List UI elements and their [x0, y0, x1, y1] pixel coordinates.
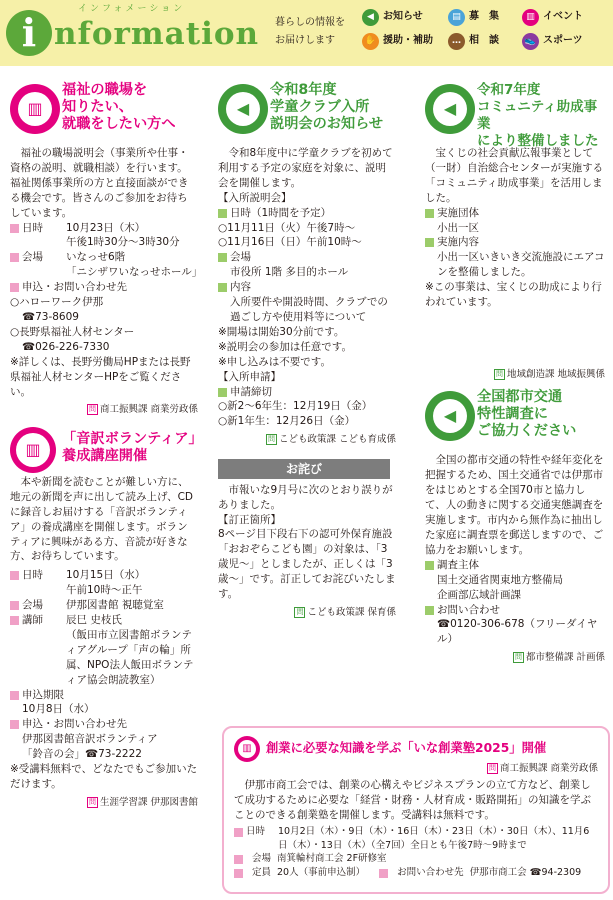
article-body: 令和8年度中に学童クラブを初めて利用する予定の家庭を対象に、説明会を開催します。	[218, 147, 393, 189]
header-banner	[0, 0, 613, 66]
startup-school-box: ▥ 創業に必要な知識を学ぶ「いな創業塾2025」開催 問 商工振興課 商業労政係 伊那市商工会では、創業の心構えやビジネスプランの立て方など、創業して成功するために必要な「経営・財務・人材育成・販路開拓」の知識を学ぶことのできる創業塾を開催します。受講料は無料です。 日時 10月2日（木）・9日（木）・16日（木）・23日（木）・30日（木）、11月6日（木）・13日（木）（全7回）全日とも午後7時～9時まで 会場 南箕輪村商工会 2F研修室 定員 20人（事前申込制） お問い合わせ先 伊那市商工会 ☎94-2309	[222, 726, 610, 894]
piano-icon: ▥	[10, 427, 56, 473]
article-body: 全国の都市交通の特性や経年変化を把握するため、国土交通省では伊那市をはじめとする全国70市と協力して、人の動きに関する交通実態調査を実施します。市内から無作為に抽出した家庭に調査票を郵送しますので、ご協力をお願いします。	[425, 454, 604, 556]
category-event: ▥ イベント	[522, 9, 583, 26]
info-logo-icon: i	[6, 10, 52, 56]
article-body: 本や新聞を読むことが難しい方に、地元の新聞を声に出して読み上げ、CDに録音しお届けする「音訳ボランティア」の養成講座を開催します。ボランティアに興味がある方、音読が好きな方、お待ちしています。	[10, 475, 193, 563]
article-community-title: ◀ 令和7年度 コミュニティ助成事業 により整備しました	[425, 82, 605, 146]
startup-school-title: 創業に必要な知識を学ぶ「いな創業塾2025」開催	[266, 741, 547, 756]
article-body: 福祉の職場説明会（事業所や仕事・資格の説明、就職相談）を行います。福祉関係事業所の方と直接面談ができる機会です。皆さんのご参加をお待ちしています。	[10, 147, 189, 219]
department-credit: 問 こども政策課 こども育成係	[267, 434, 396, 446]
office-icon: 問	[514, 653, 522, 662]
megaphone-icon: ◀	[425, 84, 475, 134]
notepad-icon: ▤	[448, 9, 465, 26]
article-volunteer-title: ▥ 「音訳ボランティア」 養成講座開催	[10, 425, 198, 475]
header-title: nformation	[54, 16, 260, 52]
article-body: 宝くじの社会貢献広報事業として（一財）自治総合センターが実施する「コミュニティ助成事業」を活用しました。	[425, 147, 604, 204]
apology-heading: お詫び	[218, 459, 390, 479]
article-gakudo-title: ◀ 令和8年度 学童クラブ入所 説明会のお知らせ	[218, 82, 396, 146]
megaphone-icon: ◀	[362, 9, 379, 26]
office-icon: 問	[296, 607, 304, 616]
category-recruit: ▤ 募 集	[448, 9, 499, 26]
category-support: ✋ 援助・補助	[362, 33, 433, 50]
department-credit: 問 こども政策課 保育係	[296, 606, 396, 618]
office-icon: 問	[488, 764, 496, 772]
category-consult: … 相 談	[448, 33, 499, 50]
column-3: ◀ 令和7年度 コミュニティ助成事業 により整備しました 宝くじの社会貢献広報事業として（一財）自治総合センターが実施する「コミュニティ助成事業」を活用しました。 実施団体 小出一区 実施内容 小出一区いきいき交流施設にエアコンを整備しました。 ※この事業は、宝くじの助成により行われています。 問 地域創造課 地域振興係 ◀ 全国都市交通 特性調査に ご協力ください 全国の都市交通の特性や経年変化を把握するため、国土交通省では伊那市をはじめとする全国70市と協力して、人の動きに関する交通実態調査を実施します。市内から無作為に抽出した家庭に調査票を郵送しますので、ご協力をお願いします。 調査主体 国土交通省関東地方整備局 企画部広域計画課 お問い合わせ ☎0120-306-678（フリーダイヤル） 問 都市整備課 計画係	[425, 82, 605, 664]
department-credit: 問 商工振興課 商業労政係	[88, 404, 198, 416]
piano-icon: ▥	[10, 84, 60, 134]
office-icon: 問	[495, 369, 503, 378]
column-1: ▥ 福祉の職場を 知りたい、 就職をしたい方へ 福祉の職場説明会（事業所や仕事・資格の説明、就職相談）を行います。福祉関係事業所の方と直接面談ができる機会です。皆さんのご参加をお待ちしています。 日時 10月23日（木） 午後1時30分～3時30分 会場 いなっせ6階 「ニシザワいなっせホール」 申込・お問い合わせ先 ○ハローワーク伊那 ☎73-8609 ○長野県福祉人材センター ☎026-226-7330 ※詳しくは、長野労働局HPまたは長野県福祉人材センターHPをご覧ください。 問 商工振興課 商業労政係 ▥ 「音訳ボランティア」 養成講座開催 本や新聞を読むことが難しい方に、地元の新聞を声に出して読み上げ、CDに録音しお届けする「音訳ボランティア」の養成講座を開催します。ボランティアに興味がある方、音読が好きな方、お待ちしています。 日時 10月15日（水） 午前10時～正午 会場 伊那図書館 視聴覚室 講師 辰巳 史枝氏 （飯田市立図書館ボランティアグループ「声の輪」所属、NPO法人飯田ボランティア協会朗読教室） 申込期限 10月8日（水） 申込・お問い合わせ先 伊那図書館音訳ボランティア 「鈴音の会」☎73-2222 ※受講料無料で、どなたでもご参加いただけます。 問 生涯学習課 伊那図書館	[10, 82, 203, 808]
header-subtitle: インフォメーション	[78, 4, 186, 14]
office-icon: 問	[88, 405, 96, 414]
chat-icon: …	[448, 33, 465, 50]
department-credit: 問 商工振興課 商業労政係	[488, 763, 598, 774]
header-description: 暮らしの情報を お届けします	[275, 17, 345, 46]
category-notice: ◀ お知らせ	[362, 9, 423, 26]
column-2: ◀ 令和8年度 学童クラブ入所 説明会のお知らせ 令和8年度中に学童クラブを初めて利用する予定の家庭を対象に、説明会を開催します。 【入所説明会】 日時（1時間を予定） ○11月11日（火）午後7時～ ○11月16日（日）午前10時～ 会場 市役所 1階 多目的ホール 内容 入所要件や開設時間、クラブでの過ごし方や使用料等について ※開場は開始30分前です。 ※説明会の参加は任意です。 ※申し込みは不要です。 【入所申請】 申請締切 ○新2～6年生：12月19日（金） ○新1年生：12月26日（金） 問 こども政策課 こども育成係 お詫び 市報いな9月号に次のとおり誤りがありました。 【訂正箇所】 8ページ目下段右下の認可外保育施設「おおぞらこども園」の対象は、「3歳児～」としましたが、正しくは「3歳～」です。訂正してお詫びいたします。 問 こども政策課 保育係	[218, 82, 396, 618]
piano-icon: ▥	[522, 9, 539, 26]
department-credit: 問 都市整備課 計画係	[514, 652, 605, 664]
apology-section: お詫び 市報いな9月号に次のとおり誤りがありました。 【訂正箇所】 8ページ目下段右下の認可外保育施設「おおぞらこども園」の対象は、「3歳児～」としましたが、正しくは「3歳～」です。訂正してお詫びいたします。 問 こども政策課 保育係	[218, 459, 396, 620]
sneaker-icon: 👟	[522, 33, 539, 50]
office-icon: 問	[88, 797, 96, 806]
article-traffic-title: ◀ 全国都市交通 特性調査に ご協力ください	[425, 389, 605, 453]
department-credit: 問 生涯学習課 伊那図書館	[88, 796, 198, 808]
piano-icon: ▥	[234, 736, 260, 762]
article-welfare-title: ▥ 福祉の職場を 知りたい、 就職をしたい方へ	[10, 82, 198, 146]
megaphone-icon: ◀	[425, 391, 475, 441]
megaphone-icon: ◀	[218, 84, 268, 134]
department-credit: 問 地域創造課 地域振興係	[495, 368, 605, 380]
office-icon: 問	[267, 435, 275, 444]
category-sports: 👟 スポーツ	[522, 33, 583, 50]
hand-icon: ✋	[362, 33, 379, 50]
